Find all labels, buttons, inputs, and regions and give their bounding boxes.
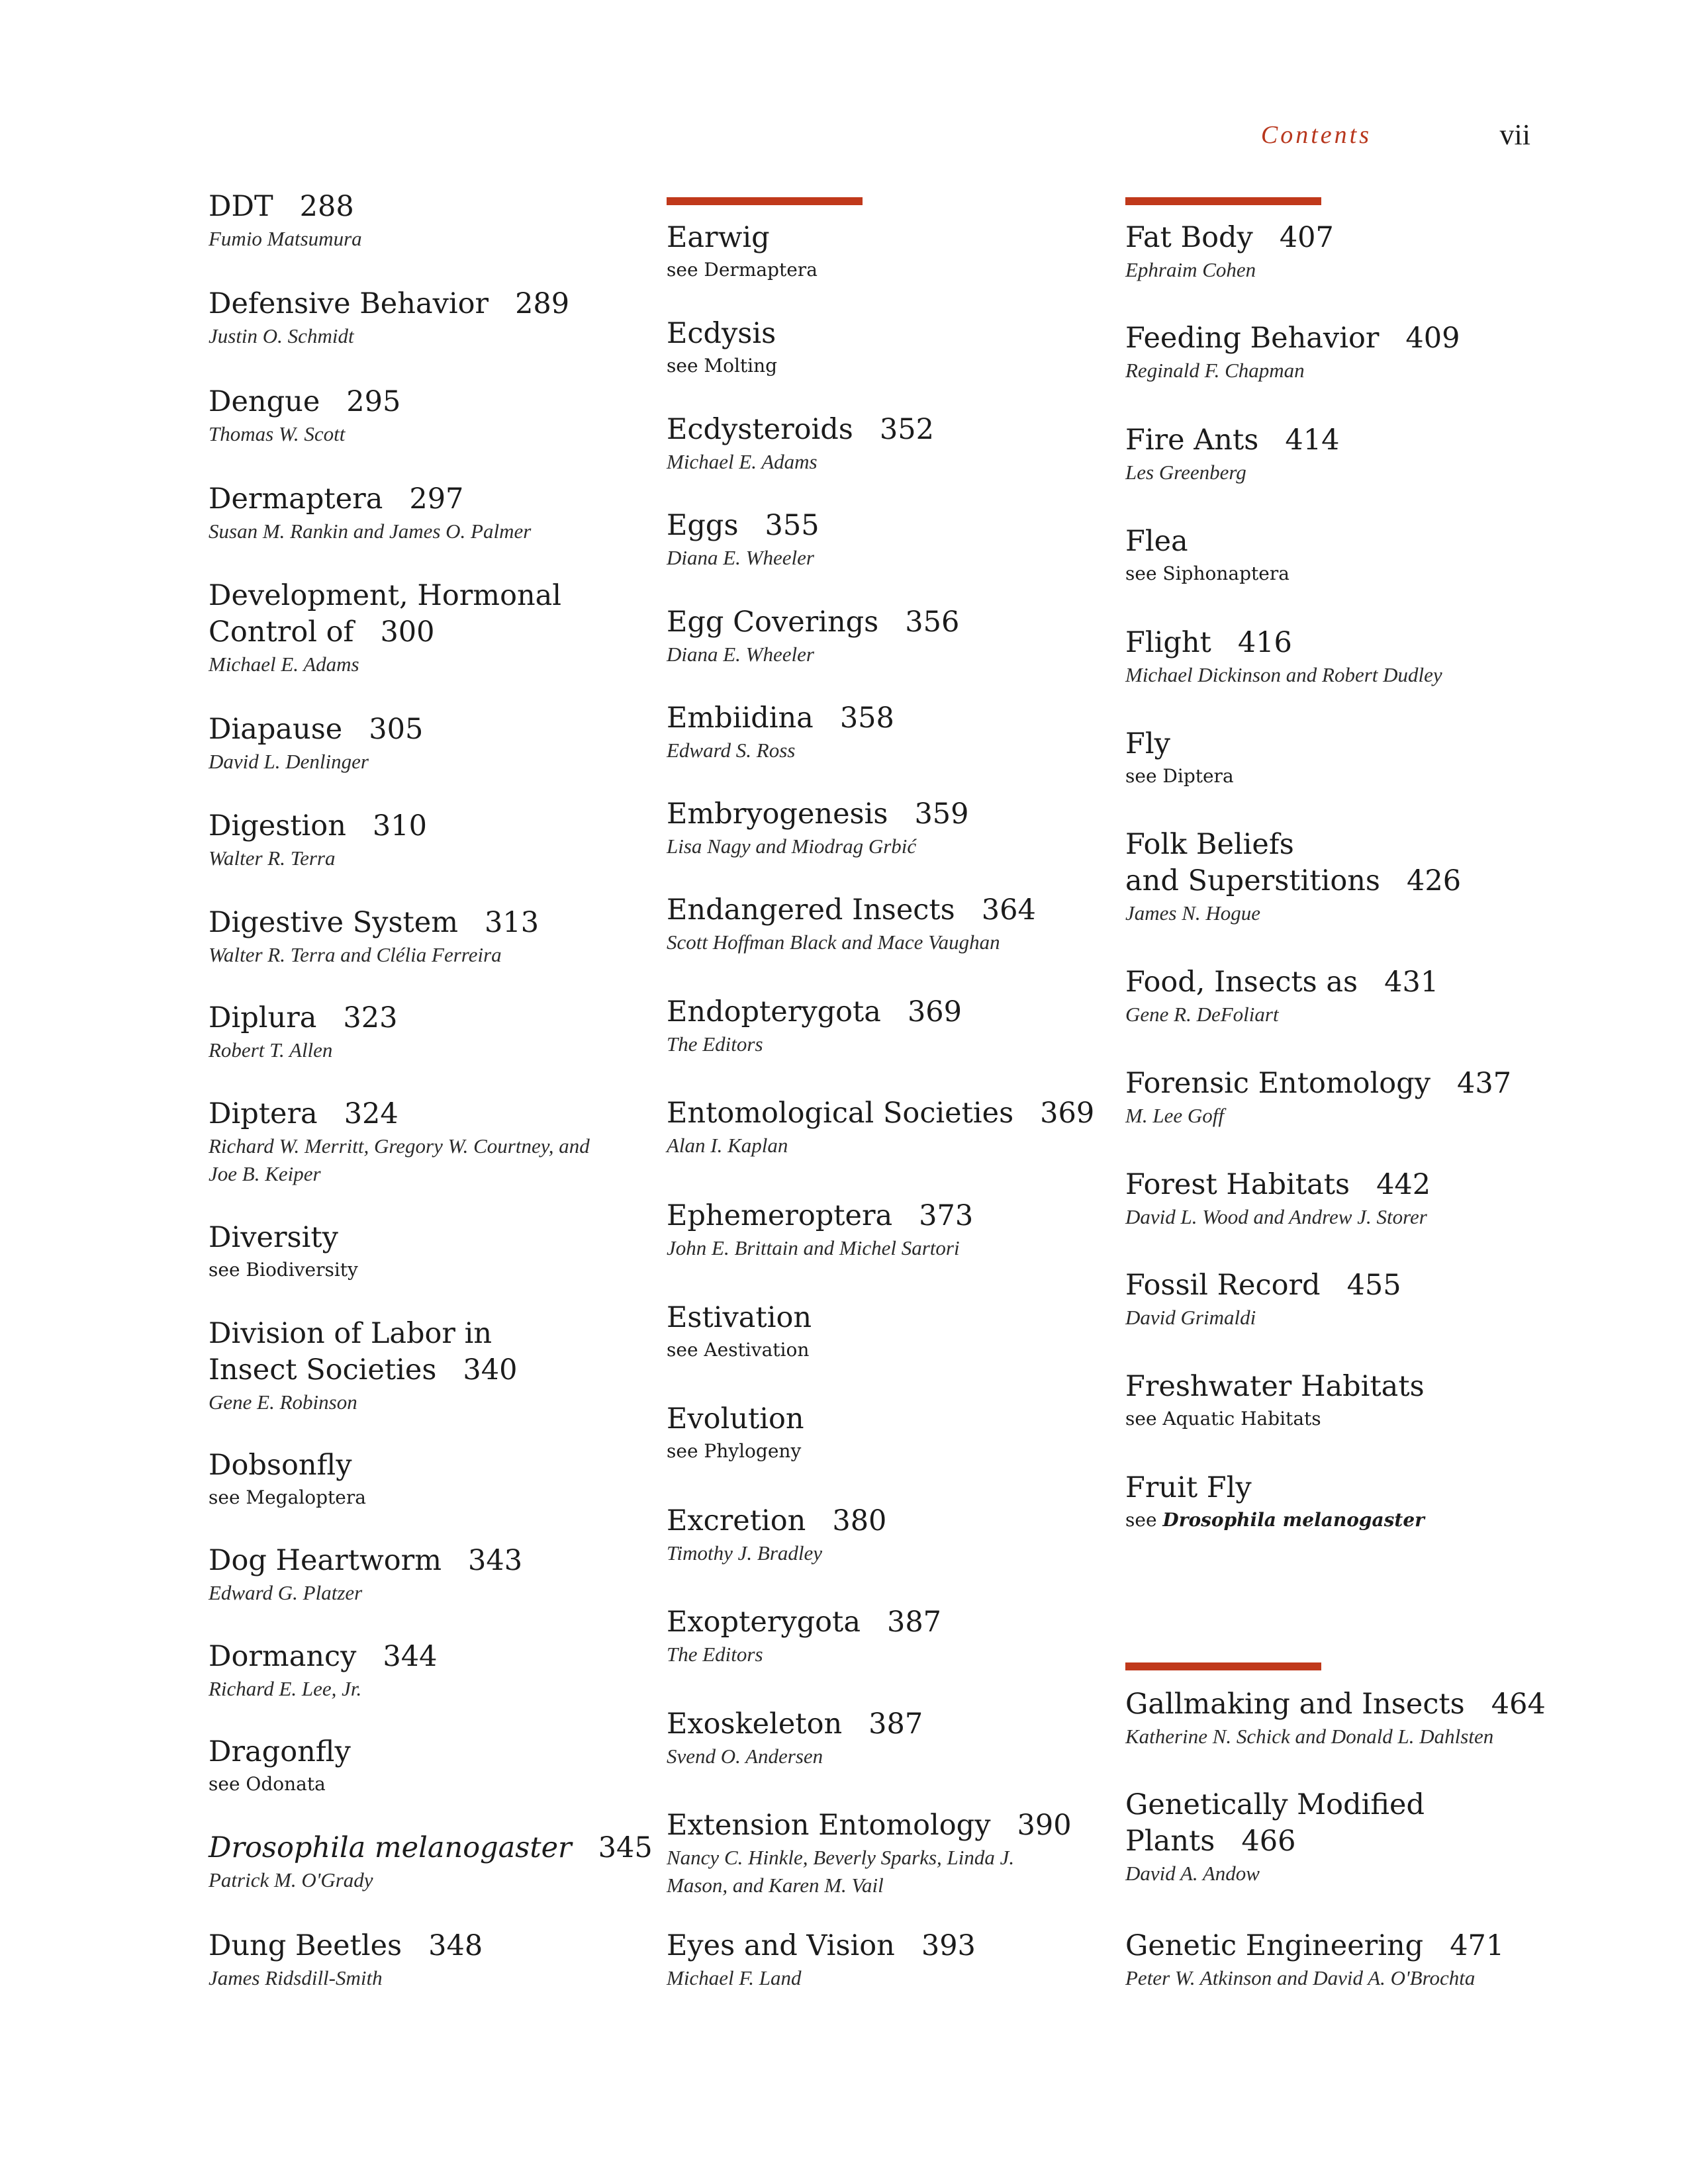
entry-author: Gene R. DeFoliart — [1125, 1003, 1279, 1026]
entry-title: Fossil Record — [1125, 1269, 1321, 1302]
entry-title: Endangered Insects — [667, 893, 955, 927]
entry-see-reference: see Biodiversity — [209, 1259, 358, 1281]
entry-page: 466 — [1241, 1825, 1296, 1858]
entry-author: John E. Brittain and Michel Sartori — [667, 1236, 960, 1259]
entry-title: DDT — [209, 190, 273, 223]
entry-author: Susan M. Rankin and James O. Palmer — [209, 520, 532, 543]
entry-page: 345 — [598, 1831, 653, 1864]
toc-entry — [667, 508, 1130, 572]
entry-see-reference: see Phylogeny — [667, 1440, 802, 1462]
entry-author: Reginald F. Chapman — [1125, 359, 1305, 382]
entry-author: Ephraim Cohen — [1125, 258, 1256, 281]
toc-entry — [667, 1401, 1130, 1465]
toc-entry — [209, 481, 672, 545]
entry-page: 471 — [1450, 1929, 1505, 1962]
entry-author: Richard W. Merritt, Gregory W. Courtney, and — [209, 1134, 590, 1158]
section-title: Contents — [1260, 121, 1372, 149]
toc-entry — [209, 711, 672, 776]
entry-title: Ecdysteroids — [667, 413, 853, 446]
entry-title: Eyes and Vision — [667, 1929, 895, 1962]
entry-title: Forensic Entomology — [1125, 1067, 1431, 1100]
toc-entry — [667, 316, 1130, 380]
toc-entry — [1125, 1267, 1589, 1332]
toc-entry — [1125, 1686, 1589, 1751]
toc-entry — [667, 604, 1130, 668]
entry-title: Defensive Behavior — [209, 287, 489, 320]
entry-page: 297 — [409, 482, 464, 516]
entry-title: Fire Ants — [1125, 424, 1259, 457]
entry-author: Robert T. Allen — [209, 1038, 333, 1062]
entry-title: Division of Labor in — [209, 1317, 492, 1350]
entry-author: Michael E. Adams — [667, 450, 818, 473]
entry-author: Diana E. Wheeler — [667, 643, 814, 666]
entry-page: 355 — [765, 509, 820, 542]
entry-page: 352 — [879, 413, 934, 446]
entry-title: Dormancy — [209, 1640, 357, 1673]
entry-author: Alan I. Kaplan — [667, 1134, 788, 1157]
toc-entry — [1125, 422, 1589, 486]
entry-title: Earwig — [667, 221, 770, 254]
entry-title: Digestive System — [209, 906, 459, 939]
entry-author: Walter R. Terra — [209, 846, 336, 870]
entry-page: 323 — [343, 1001, 398, 1034]
entry-page: 414 — [1285, 424, 1340, 457]
entry-title: Extension Entomology — [667, 1809, 991, 1842]
entry-title: Exopterygota — [667, 1606, 861, 1639]
entry-page: 310 — [372, 809, 427, 842]
entry-title: Estivation — [667, 1301, 812, 1334]
toc-entry — [1125, 1470, 1589, 1534]
entry-title: Dog Heartworm — [209, 1544, 442, 1577]
see-target: Drosophila melanogaster — [1162, 1509, 1425, 1531]
entry-title: Freshwater Habitats — [1125, 1370, 1425, 1403]
entry-page: 340 — [463, 1353, 518, 1387]
entry-author: Nancy C. Hinkle, Beverly Sparks, Linda J. — [667, 1846, 1015, 1869]
entry-see-reference: see Siphonaptera — [1125, 563, 1289, 584]
entry-page: 393 — [921, 1929, 976, 1962]
entry-page: 387 — [886, 1606, 942, 1639]
section-rule-g — [1125, 1662, 1321, 1670]
entry-author: Lisa Nagy and Miodrag Grbić — [667, 835, 917, 858]
entry-see-reference: see Molting — [667, 355, 778, 377]
entry-title: Food, Insects as — [1125, 966, 1358, 999]
entry-author: Walter R. Terra and Clélia Ferreira — [209, 943, 502, 966]
entry-author: Diana E. Wheeler — [667, 546, 814, 569]
entry-title: Gallmaking and Insects — [1125, 1688, 1465, 1721]
entry-page: 343 — [468, 1544, 523, 1577]
entry-title: Development, Hormonal — [209, 579, 562, 612]
toc-entry — [667, 1503, 1130, 1567]
entry-title: Folk Beliefs — [1125, 828, 1294, 861]
toc-entry — [209, 286, 672, 350]
entry-title: Diplura — [209, 1001, 317, 1034]
toc-entry — [667, 1300, 1130, 1364]
entry-title: Genetic Engineering — [1125, 1929, 1424, 1962]
entry-title: Eggs — [667, 509, 739, 542]
entry-title-line2: Insect Societies — [209, 1353, 437, 1387]
toc-entry — [1125, 1369, 1589, 1433]
toc-entry — [1125, 964, 1589, 1028]
entry-see-reference: see Dermaptera — [667, 259, 818, 281]
toc-entry — [209, 1000, 672, 1064]
entry-title: Endopterygota — [667, 995, 881, 1028]
entry-page: 288 — [299, 190, 354, 223]
entry-page: 373 — [919, 1199, 974, 1232]
toc-entry — [209, 905, 672, 969]
entry-title: Diapause — [209, 713, 343, 746]
entry-title: Dermaptera — [209, 482, 383, 516]
entry-title: Evolution — [667, 1402, 804, 1435]
see-prefix: see — [1125, 1509, 1157, 1531]
toc-entry — [1125, 220, 1589, 284]
toc-entry — [1125, 625, 1589, 689]
toc-entry — [1125, 1167, 1589, 1231]
entry-page: 324 — [344, 1097, 399, 1130]
entry-title: Excretion — [667, 1504, 806, 1537]
toc-entry — [209, 808, 672, 872]
toc-entry — [667, 1604, 1130, 1668]
entry-author: David L. Wood and Andrew J. Storer — [1125, 1205, 1427, 1228]
entry-author: David A. Andow — [1125, 1862, 1260, 1885]
entry-page: 387 — [868, 1707, 923, 1741]
toc-entry — [1125, 523, 1589, 588]
section-rule-f — [1125, 197, 1321, 205]
entry-page: 431 — [1384, 966, 1439, 999]
entry-page: 358 — [839, 702, 894, 735]
toc-entry — [667, 700, 1130, 764]
toc-entry — [1125, 1787, 1589, 1888]
entry-title: Diversity — [209, 1221, 338, 1254]
entry-title: Embiidina — [667, 702, 814, 735]
toc-entry — [667, 1706, 1130, 1770]
entry-title-line2: Control of — [209, 615, 354, 649]
entry-title: Forest Habitats — [1125, 1168, 1350, 1201]
entry-author: David Grimaldi — [1125, 1306, 1256, 1329]
entry-title: Dung Beetles — [209, 1929, 402, 1962]
entry-author: Scott Hoffman Black and Mace Vaughan — [667, 931, 1000, 954]
entry-page: 313 — [485, 906, 539, 939]
toc-entry — [667, 892, 1130, 956]
entry-page: 356 — [905, 606, 960, 639]
entry-author: The Editors — [667, 1032, 763, 1056]
toc-entry — [667, 1928, 1130, 1992]
toc-entry — [1125, 320, 1589, 385]
entry-see-reference: see Aestivation — [667, 1339, 810, 1361]
toc-entry — [667, 220, 1130, 284]
toc-entry — [667, 1095, 1130, 1160]
entry-page: 380 — [832, 1504, 887, 1537]
entry-page: 437 — [1457, 1067, 1512, 1100]
entry-see-reference: see Megaloptera — [209, 1486, 366, 1508]
entry-author: Richard E. Lee, Jr. — [209, 1677, 362, 1700]
section-rule-e — [667, 197, 863, 205]
entry-author: Katherine N. Schick and Donald L. Dahlsten — [1125, 1725, 1494, 1748]
entry-title: Flea — [1125, 525, 1188, 558]
toc-entry — [209, 1830, 672, 1894]
entry-author: Timothy J. Bradley — [667, 1541, 823, 1565]
entry-author: Patrick M. O'Grady — [209, 1868, 373, 1891]
entry-title: Egg Coverings — [667, 606, 879, 639]
entry-author: Peter W. Atkinson and David A. O'Brochta — [1125, 1966, 1476, 1989]
entry-title-line2: and Superstitions — [1125, 864, 1380, 897]
entry-page: 464 — [1491, 1688, 1546, 1721]
entry-title: Dengue — [209, 385, 320, 418]
entry-author: M. Lee Goff — [1125, 1104, 1224, 1127]
entry-title: Diptera — [209, 1097, 318, 1130]
entry-author: Fumio Matsumura — [209, 227, 362, 250]
entry-page: 442 — [1376, 1168, 1431, 1201]
entry-title: Fly — [1125, 727, 1170, 760]
entry-page: 409 — [1405, 322, 1460, 355]
entry-see-reference: see Odonata — [209, 1773, 326, 1795]
entry-page: 390 — [1017, 1809, 1072, 1842]
entry-page: 300 — [380, 615, 435, 649]
entry-author-line2: Joe B. Keiper — [209, 1162, 321, 1185]
entry-author: Michael Dickinson and Robert Dudley — [1125, 663, 1442, 686]
entry-page: 369 — [1040, 1097, 1095, 1130]
toc-entry — [209, 1734, 672, 1798]
entry-author: Michael F. Land — [667, 1966, 802, 1989]
running-head — [0, 120, 1688, 160]
entry-page: 426 — [1406, 864, 1462, 897]
entry-author: James Ridsdill-Smith — [209, 1966, 383, 1989]
entry-author: Les Greenberg — [1125, 461, 1246, 484]
entry-author: David L. Denlinger — [209, 750, 369, 773]
entry-title: Entomological Societies — [667, 1097, 1014, 1130]
entry-title: Ephemeroptera — [667, 1199, 893, 1232]
entry-title: Feeding Behavior — [1125, 322, 1380, 355]
entry-title: Genetically Modified — [1125, 1788, 1425, 1821]
entry-title: Fruit Fly — [1125, 1471, 1252, 1504]
entry-author-line2: Mason, and Karen M. Vail — [667, 1874, 884, 1897]
entry-author: Thomas W. Scott — [209, 422, 346, 445]
entry-see-reference — [1125, 1506, 1589, 1534]
entry-author: The Editors — [667, 1643, 763, 1666]
entry-author: Svend O. Andersen — [667, 1745, 823, 1768]
entry-author: Gene E. Robinson — [209, 1390, 357, 1414]
toc-entry — [1125, 1928, 1589, 1992]
toc-entry — [1125, 726, 1589, 790]
entry-title: Digestion — [209, 809, 346, 842]
toc-entry — [209, 189, 672, 253]
toc-entry — [209, 1447, 672, 1512]
toc-entry — [209, 1928, 672, 1992]
toc-entry — [667, 412, 1130, 476]
toc-entry — [1125, 1066, 1589, 1130]
toc-entry — [209, 1639, 672, 1703]
entry-title-line2: Plants — [1125, 1825, 1215, 1858]
entry-page: 305 — [369, 713, 424, 746]
toc-entry — [667, 1807, 1130, 1899]
entry-page: 348 — [428, 1929, 483, 1962]
entry-see-reference: see Aquatic Habitats — [1125, 1408, 1321, 1430]
entry-title: Dragonfly — [209, 1735, 351, 1768]
entry-author: Edward S. Ross — [667, 739, 796, 762]
toc-entry — [1125, 827, 1589, 927]
toc-entry — [667, 796, 1130, 860]
toc-entry — [209, 1316, 672, 1416]
entry-title: Embryogenesis — [667, 797, 888, 831]
entry-title: Ecdysis — [667, 317, 776, 350]
toc-entry — [209, 1543, 672, 1607]
entry-author: Justin O. Schmidt — [209, 324, 354, 347]
entry-author: Edward G. Platzer — [209, 1581, 363, 1604]
page-number: vii — [1499, 118, 1530, 151]
entry-page: 416 — [1237, 626, 1292, 659]
toc-entry — [209, 384, 672, 448]
toc-entry — [209, 578, 672, 678]
toc-entry — [209, 1220, 672, 1284]
entry-see-reference: see Diptera — [1125, 765, 1234, 787]
entry-page: 407 — [1279, 221, 1334, 254]
entry-title: Dobsonfly — [209, 1449, 352, 1482]
entry-page: 369 — [907, 995, 962, 1028]
toc-entry — [209, 1096, 672, 1188]
entry-page: 344 — [383, 1640, 438, 1673]
entry-page: 289 — [515, 287, 570, 320]
entry-page: 295 — [346, 385, 401, 418]
entry-page: 455 — [1346, 1269, 1401, 1302]
toc-entry — [667, 1198, 1130, 1262]
entry-title: Drosophila melanogaster — [209, 1831, 572, 1864]
entry-page: 359 — [914, 797, 969, 831]
entry-author: James N. Hogue — [1125, 901, 1261, 925]
toc-entry — [667, 994, 1130, 1058]
entry-title: Flight — [1125, 626, 1211, 659]
entry-author: Michael E. Adams — [209, 653, 359, 676]
entry-page: 364 — [981, 893, 1036, 927]
entry-title: Exoskeleton — [667, 1707, 843, 1741]
entry-title: Fat Body — [1125, 221, 1253, 254]
